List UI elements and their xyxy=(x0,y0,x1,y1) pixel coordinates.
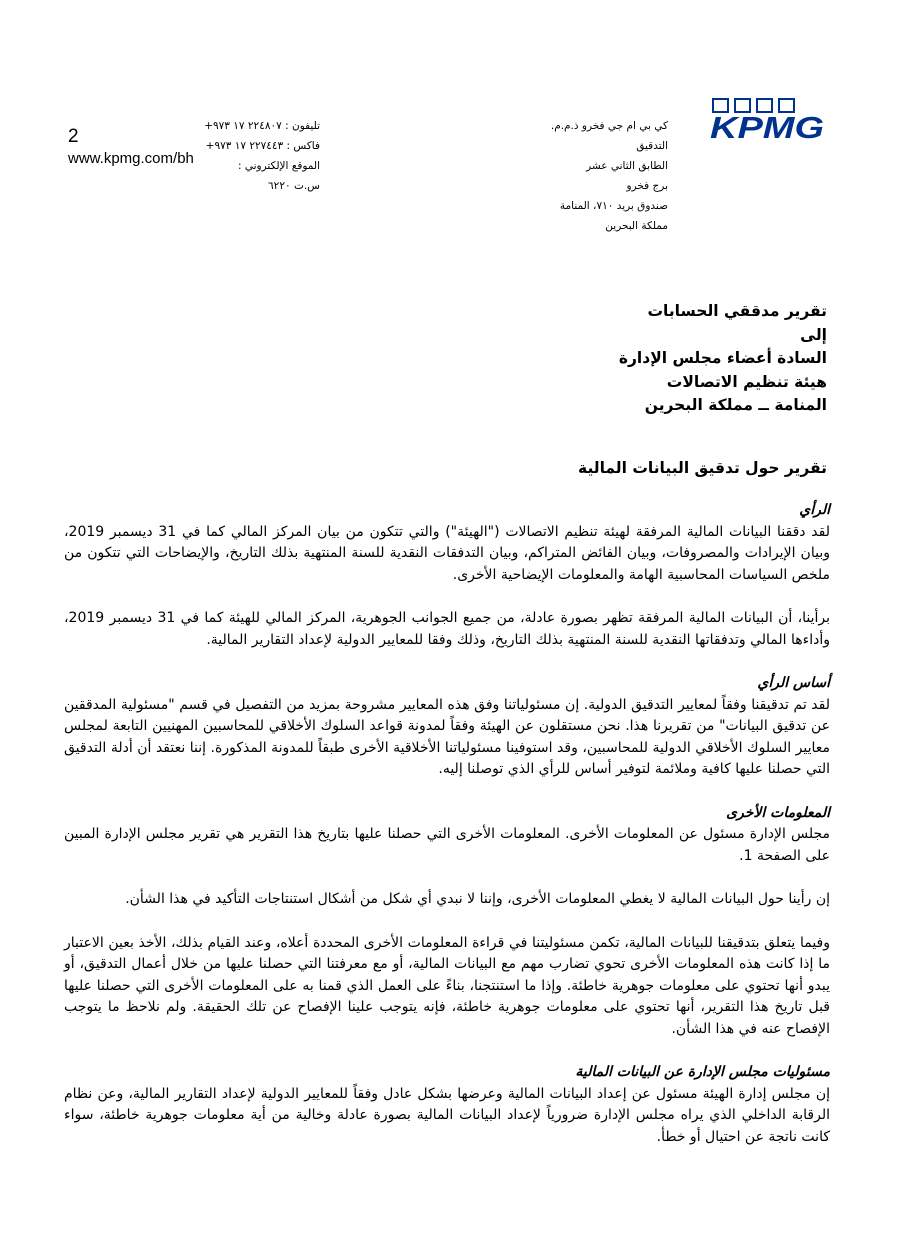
addressee-location: المنامة ــ مملكة البحرين xyxy=(644,396,827,414)
firm-po-box: صندوق بريد ٧١٠، المنامة xyxy=(559,200,668,212)
board-responsibilities-heading: مسئوليات مجلس الإدارة عن البيانات المالية xyxy=(575,1064,830,1080)
firm-address-block xyxy=(468,116,668,236)
other-info-paragraph-3: وفيما يتعلق بتدقيقنا للبيانات المالية، تكمن مسئوليتنا في قراءة المعلومات الأخرى المحددة أعلاه، وعند القيام بذلك، الأخذ بعين الاعتبار ما إذا كانت هذه المعلومات الأخرى تحوي تضارب مهم مع البيانات المالية، أو مع معرفتنا التي حصلنا عليها من خلال أعمال التدقيق، أو يبدو أنها تحتوي على معلومات جوهرية خاطئة. وإذا ما استنتجنا، بناءً على العمل الذي قمنا به على المعلومات الأخرى التي حصلنا عليها قبل تاريخ هذا التقرير، أنها تحتوي على معلومات جوهرية خاطئة، فإنه يتوجب علينا الإفصاح عن تلك الحقيقة. ولم نلاحظ ما يتوجب الإفصاح عنه في هذا الشأن. xyxy=(64,934,830,1037)
auditors-report-heading: تقرير مدققي الحسابات xyxy=(647,302,827,320)
addressee-authority: هيئة تنظيم الاتصالات xyxy=(666,372,827,391)
contact-phone: تليفون : ٢٢٤٨٠٧ ١٧ ٩٧٣+ xyxy=(204,120,320,132)
firm-country: مملكة البحرين xyxy=(605,220,668,232)
basis-heading: أساس الرأي xyxy=(757,675,830,691)
opinion-heading: الرأي xyxy=(799,502,830,518)
report-body xyxy=(64,500,830,1148)
kpmg-logo xyxy=(708,96,828,142)
report-title: تقرير حول تدقيق البيانات المالية xyxy=(578,459,827,477)
addressee-to: إلى xyxy=(800,325,827,344)
contact-cr-number: س.ت ٦٢٢٠ xyxy=(268,180,320,192)
page-number: 2 xyxy=(68,126,79,147)
addressee-block xyxy=(619,300,827,418)
opinion-paragraph-1: لقد دققنا البيانات المالية المرفقة لهيئة تنظيم الاتصالات ("الهيئة") والتي تتكون من بيان المركز المالي كما في 31 ديسمبر 2019، وبيان الإيرادات والمصروفات، وبيان الفائض المتراكم، وبيان التدفقات النقدية للسنة المنتهية بذلك التاريخ، والإيضاحات التي تتكون من ملخص السياسات المحاسبية الهامة والمعلومات الإيضاحية الأخرى. xyxy=(64,523,830,583)
contact-fax: فاكس : ٢٢٧٤٤٣ ١٧ ٩٧٣+ xyxy=(205,140,320,152)
other-info-paragraph-2: إن رأينا حول البيانات المالية لا يغطي المعلومات الأخرى، وإننا لا نبدي أي شكل من أشكال استنتاجات التأكيد في هذا الشأن. xyxy=(125,891,830,907)
basis-paragraph: لقد تم تدقيقنا وفقاً لمعايير التدقيق الدولية. إن مسئولياتنا وفق هذه المعايير مشروحة بمزيد من التفصيل في قسم "مسئولية المدققين عن تدقيق البيانات" من تقريرنا هذا. نحن مستقلون عن الهيئة وفقاً لمدونة قواعد السلوك الأخلاقي للمحاسبين المهنيين التابعة لمجلس معايير السلوك الأخلاقي الدولية للمحاسبين، وقد استوفينا مسئولياتنا الأخلاقية الأخرى طبقاً للمدونة المذكورة. إننا نعتقد أن أدلة التدقيق التي حصلنا عليها كافية وملائمة لتوفير أساس للرأي الذي توصلنا إليه. xyxy=(64,696,830,777)
other-info-heading: المعلومات الأخرى xyxy=(726,804,830,821)
firm-building: برج فخرو xyxy=(626,180,668,192)
website-link[interactable]: www.kpmg.com/bh xyxy=(68,150,194,167)
contact-website-label: الموقع الإلكتروني : xyxy=(237,160,320,172)
other-info-paragraph-1: مجلس الإدارة مسئول عن المعلومات الأخرى. المعلومات الأخرى التي حصلنا عليها بتاريخ هذا التقرير هي تقرير مجلس الإدارة المبين على الصفحة 1. xyxy=(64,826,830,864)
firm-department: التدقيق xyxy=(636,140,668,152)
addressee-board: السادة أعضاء مجلس الإدارة xyxy=(618,349,827,367)
opinion-paragraph-2: برأينا، أن البيانات المالية المرفقة تظهر بصورة عادلة، من جميع الجوانب الجوهرية، المركز المالي للهيئة كما في 31 ديسمبر 2019، وأداءها المالي وتدفقاتها النقدية للسنة المنتهية بذلك التاريخ، وذلك وفقا للمعايير الدولية لإعداد التقارير المالية. xyxy=(64,610,830,648)
firm-floor: الطابق الثاني عشر xyxy=(586,160,668,172)
board-responsibilities-paragraph: إن مجلس إدارة الهيئة مسئول عن إعداد البيانات المالية وعرضها بشكل عادل وفقاً للمعايير الدولية لإعداد التقارير المالية، وعن نظام الرقابة الداخلي الذي يراه مجلس الإدارة ضرورياً لإعداد البيانات المالية بصورة عادلة وخالية من أية معلومات جوهرية خاطئة، سواء كانت ناتجة عن احتيال أو خطأ. xyxy=(64,1085,830,1145)
svg-text:KPMG: KPMG xyxy=(710,110,824,142)
firm-name: كي بي ام جي فخرو ذ.م.م. xyxy=(550,120,668,132)
